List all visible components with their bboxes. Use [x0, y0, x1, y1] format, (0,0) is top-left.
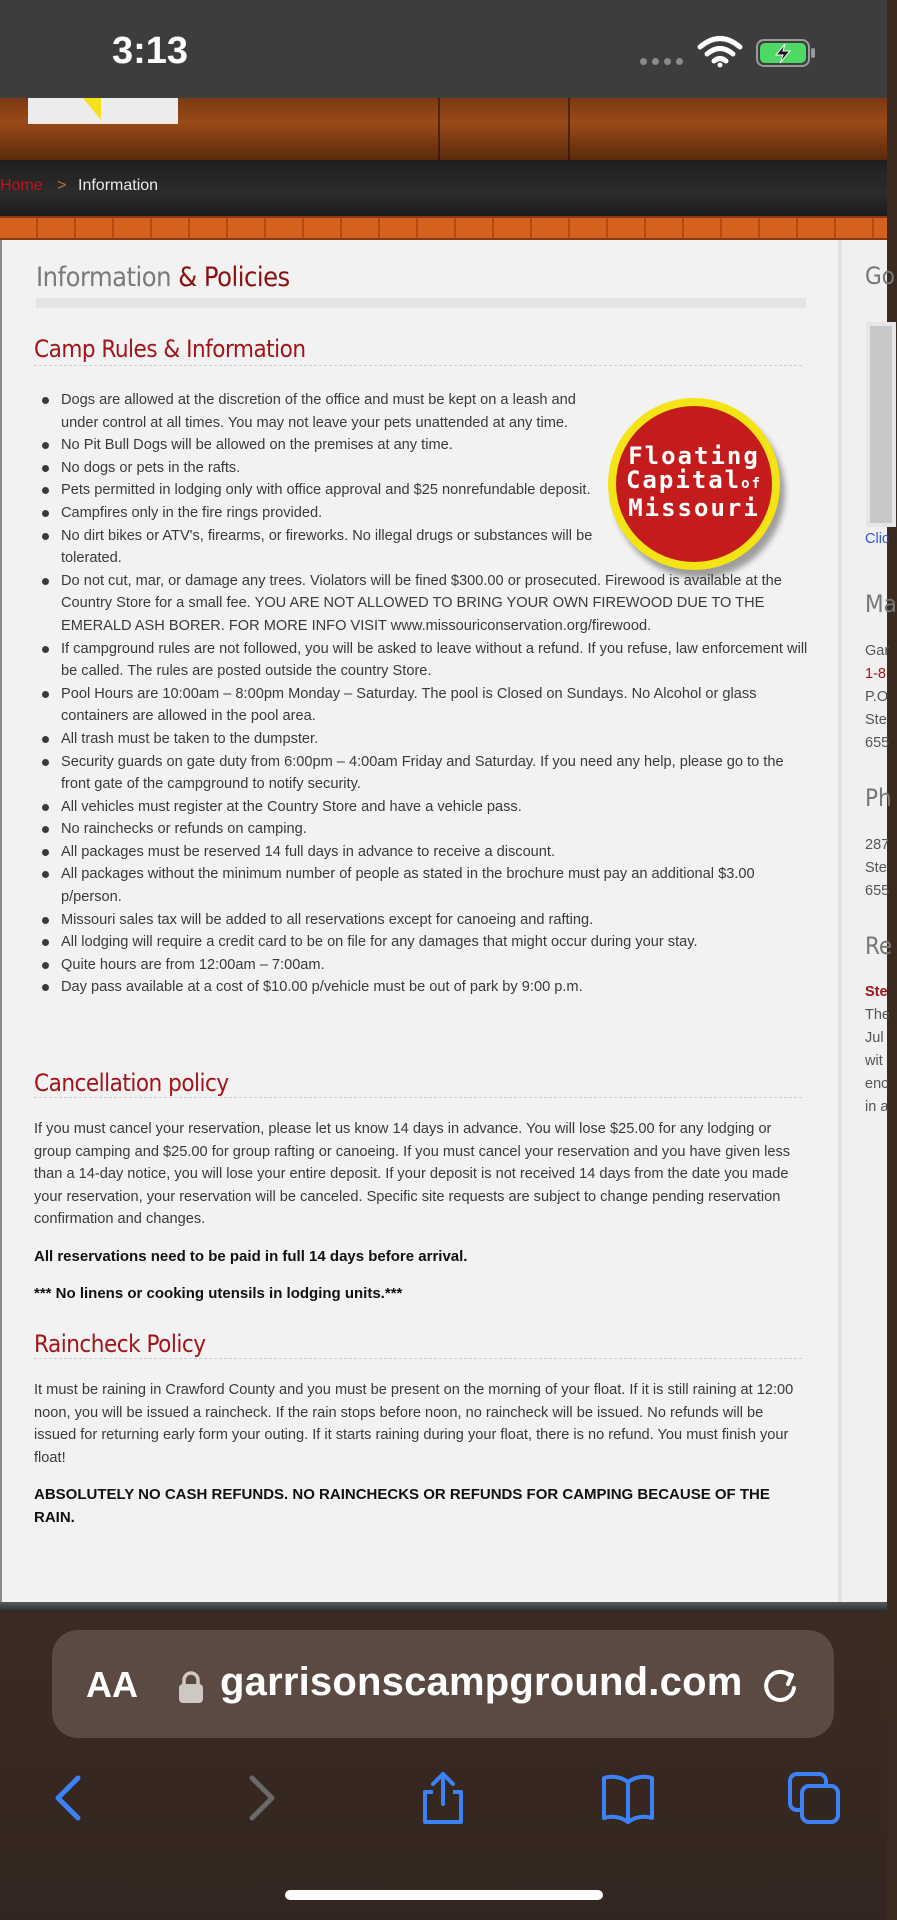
sidebar-heading: Re	[865, 932, 893, 960]
text-size-button[interactable]: AA	[86, 1664, 138, 1705]
sidebar-phone-link[interactable]: 1-8	[865, 666, 886, 682]
bookmarks-icon[interactable]	[600, 1770, 656, 1826]
sidebar-heading: Go	[865, 262, 895, 290]
back-icon[interactable]	[42, 1770, 98, 1826]
breadcrumb-home-link[interactable]: Home	[0, 177, 43, 194]
list-item: Campfires only in the fire rings provided.	[40, 502, 595, 525]
sidebar-text: P.O	[865, 689, 889, 705]
badge-line-1: Floating	[628, 442, 760, 470]
list-item: No dogs or pets in the rafts.	[40, 457, 595, 480]
raincheck-body: It must be raining in Crawford County and you must be present on the morning of your float. If it is still raining at 12:00 noon, you will be issued a raincheck. If the rain stops before noon, no raincheck will be issued. No refunds will be issued for returning early form your outing. If it starts raining during your float, there is no refund. You must finish your float!	[34, 1382, 794, 1466]
list-item: All trash must be taken to the dumpster.	[40, 728, 810, 751]
sidebar-text: 287	[865, 837, 890, 853]
sidebar-text: Jul	[865, 1030, 884, 1046]
url-text[interactable]: garrisonscampground.com	[220, 1660, 743, 1704]
list-item: No rainchecks or refunds on camping.	[40, 818, 810, 841]
list-item: All packages must be reserved 14 full days in advance to receive a discount.	[40, 841, 810, 864]
sidebar-text: The	[865, 1007, 890, 1023]
site-logo[interactable]	[28, 98, 178, 124]
badge-line-3: Missouri	[628, 494, 760, 522]
list-item: Do not cut, mar, or damage any trees. Violators will be fined $300.00 or prosecuted. Firewood is available at the Country Store for a small fee. YOU ARE NOT ALLOWED TO BRING YOUR OWN FIREWOOD DUE TO THE EMERALD ASH BORER. FOR MORE INFO VISIT www.missouriconservation.org/firewood.	[40, 570, 810, 638]
brick-divider	[0, 216, 887, 240]
list-item: No Pit Bull Dogs will be allowed on the premises at any time.	[40, 434, 595, 457]
section-divider	[34, 365, 802, 366]
floating-capital-badge	[608, 398, 780, 570]
cellular-signal-icon	[640, 58, 683, 65]
cancellation-note-payment: All reservations need to be paid in full 14 days before arrival.	[34, 1248, 468, 1265]
sidebar-text: Ste	[865, 712, 887, 728]
sidebar-heading: Ma	[865, 590, 897, 618]
section-divider	[34, 1358, 802, 1359]
sidebar-link[interactable]: Ste	[865, 984, 888, 1000]
page-title: Information & Policies	[36, 262, 290, 293]
title-divider	[36, 298, 806, 308]
reload-icon[interactable]	[760, 1666, 800, 1706]
list-item: Security guards on gate duty from 6:00pm – 4:00am Friday and Saturday. If you need any help, please go to the front gate of the campground to notify security.	[40, 751, 810, 796]
list-item: Dogs are allowed at the discretion of the office and must be kept on a leash and under control at all times. You may not leave your pets unattended at any time.	[40, 389, 595, 434]
status-bar	[0, 0, 887, 98]
sidebar-text: wit	[865, 1053, 883, 1069]
raincheck-note: ABSOLUTELY NO CASH REFUNDS. NO RAINCHECKS OR REFUNDS FOR CAMPING BECAUSE OF THE RAIN.	[34, 1486, 770, 1526]
breadcrumb-current: Information	[78, 177, 159, 194]
home-indicator[interactable]	[285, 1890, 603, 1900]
sidebar-link[interactable]: Clic	[865, 531, 890, 547]
sidebar-image[interactable]	[866, 322, 896, 527]
list-item: All lodging will require a credit card to be on file for any damages that might occur during your stay.	[40, 931, 810, 954]
list-item: Pets permitted in lodging only with office approval and $25 nonrefundable deposit.	[40, 479, 595, 502]
breadcrumb-separator: >	[57, 177, 67, 194]
list-item: Quite hours are from 12:00am – 7:00am.	[40, 954, 810, 977]
page-footer-edge	[0, 1602, 887, 1612]
list-item: Missouri sales tax will be added to all reservations except for canoeing and rafting.	[40, 909, 810, 932]
list-item: All vehicles must register at the Country Store and have a vehicle pass.	[40, 796, 810, 819]
cancellation-heading: Cancellation policy	[34, 1069, 229, 1097]
sidebar-text: Ste	[865, 860, 887, 876]
raincheck-heading: Raincheck Policy	[34, 1330, 206, 1358]
status-time: 3:13	[112, 30, 189, 72]
badge-line-2: Capitalof	[625, 466, 762, 494]
sidebar-text: enc	[865, 1076, 889, 1092]
sidebar-text: in a	[865, 1099, 889, 1115]
section-divider	[34, 1097, 802, 1098]
wifi-icon	[698, 36, 742, 68]
sidebar-heading: Ph	[865, 784, 892, 812]
battery-charging-icon	[756, 38, 818, 68]
share-icon[interactable]	[415, 1770, 471, 1826]
list-item: Day pass available at a cost of $10.00 p/vehicle must be out of park by 9:00 p.m.	[40, 976, 810, 999]
cancellation-body: If you must cancel your reservation, please let us know 14 days in advance. You will lose $25.00 for any lodging or group camping and $25.00 for group rafting or canoeing. If you must cancel your reservation and you have given less than a 14-day notice, you will lose your entire deposit. If your deposit is not received 14 days from the date you made your reservation, your reservation will be canceled. Specific site requests are subject to change pending reservation confirmation and changes.	[34, 1121, 791, 1228]
lock-icon	[178, 1670, 204, 1704]
sidebar-text: 655	[865, 883, 890, 899]
tabs-icon[interactable]	[786, 1770, 842, 1826]
list-item: All packages without the minimum number of people as stated in the brochure must pay an additional $3.00 p/person.	[40, 863, 810, 908]
list-item: Pool Hours are 10:00am – 8:00pm Monday – Saturday. The pool is Closed on Sundays. No Alcohol or glass containers are allowed in the pool area.	[40, 683, 810, 728]
camp-rules-heading: Camp Rules & Information	[34, 335, 306, 363]
list-item: If campground rules are not followed, you will be asked to leave without a refund. If you refuse, law enforcement will be called. The rules are posted outside the country Store.	[40, 638, 810, 683]
cancellation-note-linens: *** No linens or cooking utensils in lodging units.***	[34, 1285, 403, 1302]
sidebar-text: Gar	[865, 643, 890, 659]
sidebar-text: 655	[865, 735, 890, 751]
forward-icon[interactable]	[232, 1770, 288, 1826]
list-item: No dirt bikes or ATV's, firearms, or fireworks. No illegal drugs or substances will be tolerated.	[40, 525, 595, 570]
